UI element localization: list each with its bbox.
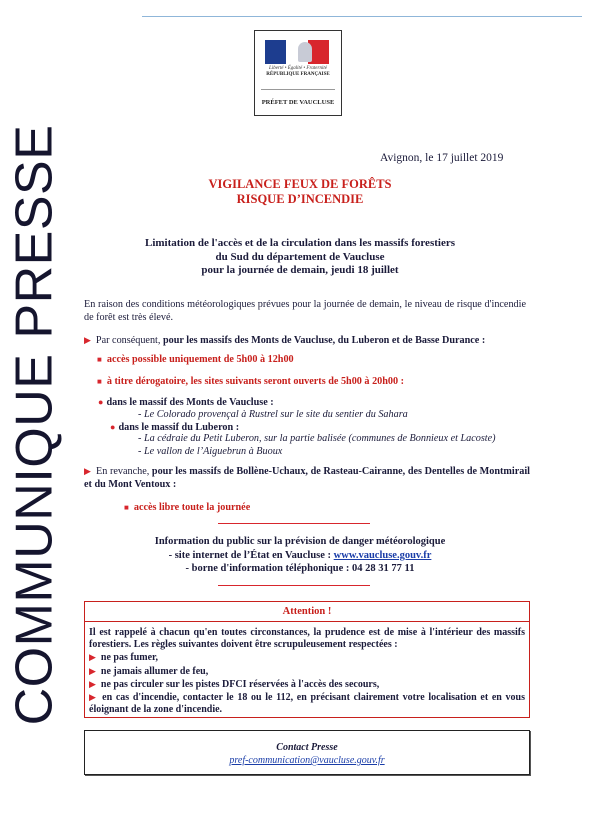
subhead-line-3: pour la journée de demain, jeudi 18 juillet (201, 264, 399, 276)
dot-bullet-icon: ● (110, 422, 116, 432)
site-colorado: - Le Colorado provençal à Rustrel sur le site du sentier du Sahara (138, 409, 408, 420)
intro-paragraph: En raison des conditions météorologiques prévues pour la journée de demain, le niveau de risque d'incendie de forêt est très élevé. (84, 299, 526, 323)
prefecture-name: PRÉFET DE VAUCLUSE (261, 99, 335, 106)
headline-line-1: VIGILANCE FEUX DE FORÊTS (208, 177, 392, 191)
section2-access: ■ accès libre toute la journée (124, 502, 251, 513)
triangle-bullet-icon: ▶ (89, 665, 96, 676)
triangle-bullet-icon: ▶ (89, 652, 96, 663)
site-cedraie: - La cédraie du Petit Luberon, sur la partie balisée (communes de Bonnieux et Lacoste) (138, 433, 496, 444)
republic-motto: Liberté • Égalité • Fraternité (269, 66, 327, 71)
public-info (120, 535, 480, 576)
marianne-icon (298, 42, 312, 62)
section1-lead: ▶ Par conséquent, pour les massifs des Monts de Vaucluse, du Luberon et de Basse Durance : (84, 335, 486, 346)
vaucluse-website-link[interactable]: www.vaucluse.gouv.fr (333, 549, 432, 561)
date-line: Avignon, le 17 juillet 2019 (380, 152, 504, 164)
triangle-bullet-icon: ▶ (84, 335, 91, 345)
square-bullet-icon: ■ (97, 377, 102, 386)
subhead-line-1: Limitation de l'accès et de la circulation dans les massifs forestiers (144, 237, 455, 249)
section2-lead: ▶ En revanche, pour les massifs de Bollène-Uchaux, de Rasteau-Cairanne, des Dentelles de Montmirail et du Mont Ventoux : (84, 466, 531, 490)
subheadline (100, 237, 500, 278)
massif-vaucluse: ● dans le massif des Monts de Vaucluse : (98, 397, 274, 408)
sidebar-title-text: COMMUNIQUE PRESSE (5, 124, 64, 726)
info-divider-top (218, 523, 370, 524)
section1-derogation: ■ à titre dérogatoire, les sites suivants seront ouverts de 5h00 à 20h00 : (97, 376, 405, 387)
prefecture-logo (254, 30, 342, 116)
sidebar-title (6, 40, 62, 810)
tricolor-flag-icon (265, 40, 329, 64)
subhead-line-2: du Sud du département de Vaucluse (215, 250, 385, 263)
attention-title: Attention ! (282, 606, 332, 617)
info-title: Information du public sur la prévision de danger météorologique (154, 536, 446, 547)
attention-body (89, 627, 525, 716)
republic-name: RÉPUBLIQUE FRANÇAISE (266, 72, 330, 77)
headline-line-2: RISQUE D’INCENDIE (236, 192, 364, 206)
rule-item: ▶ ne pas circuler sur les pistes DFCI réservées à l'accès des secours, (89, 678, 380, 690)
site-vallon: - Le vallon de l’Aiguebrun à Buoux (138, 446, 283, 457)
square-bullet-icon: ■ (97, 355, 102, 364)
rule-item: ▶ ne jamais allumer de feu, (89, 665, 209, 677)
info-divider-bottom (218, 585, 370, 586)
contact-email-link[interactable]: pref-communication@vaucluse.gouv.fr (229, 755, 385, 766)
dot-bullet-icon: ● (98, 397, 104, 407)
headline (150, 177, 450, 207)
section1-access: ■ accès possible uniquement de 5h00 à 12h00 (97, 354, 294, 365)
contact-box (84, 730, 530, 775)
rule-item: ▶ ne pas fumer, (89, 652, 159, 664)
massif-luberon: ● dans le massif du Luberon : (110, 422, 240, 433)
top-divider (142, 16, 582, 17)
rule-item: ▶ en cas d'incendie, contacter le 18 ou le 112, en précisant clairement votre localisation et en vous éloignant de la zone d'incendie. (89, 692, 526, 716)
contact-title: Contact Presse (276, 742, 338, 753)
triangle-bullet-icon: ▶ (89, 678, 96, 689)
info-phone: - borne d'information téléphonique : 04 28 31 77 11 (185, 563, 415, 574)
attention-intro: Il est rappelé à chacun qu'en toutes circonstances, la prudence est de mise à l'intérieur des massifs forestiers. Les règles suivantes doivent être scrupuleusement respectées : (89, 627, 525, 651)
square-bullet-icon: ■ (124, 503, 129, 512)
triangle-bullet-icon: ▶ (84, 466, 92, 476)
triangle-bullet-icon: ▶ (89, 692, 98, 703)
info-web: - site internet de l’État en Vaucluse : www.vaucluse.gouv.fr (168, 549, 432, 561)
attention-box (84, 601, 530, 718)
